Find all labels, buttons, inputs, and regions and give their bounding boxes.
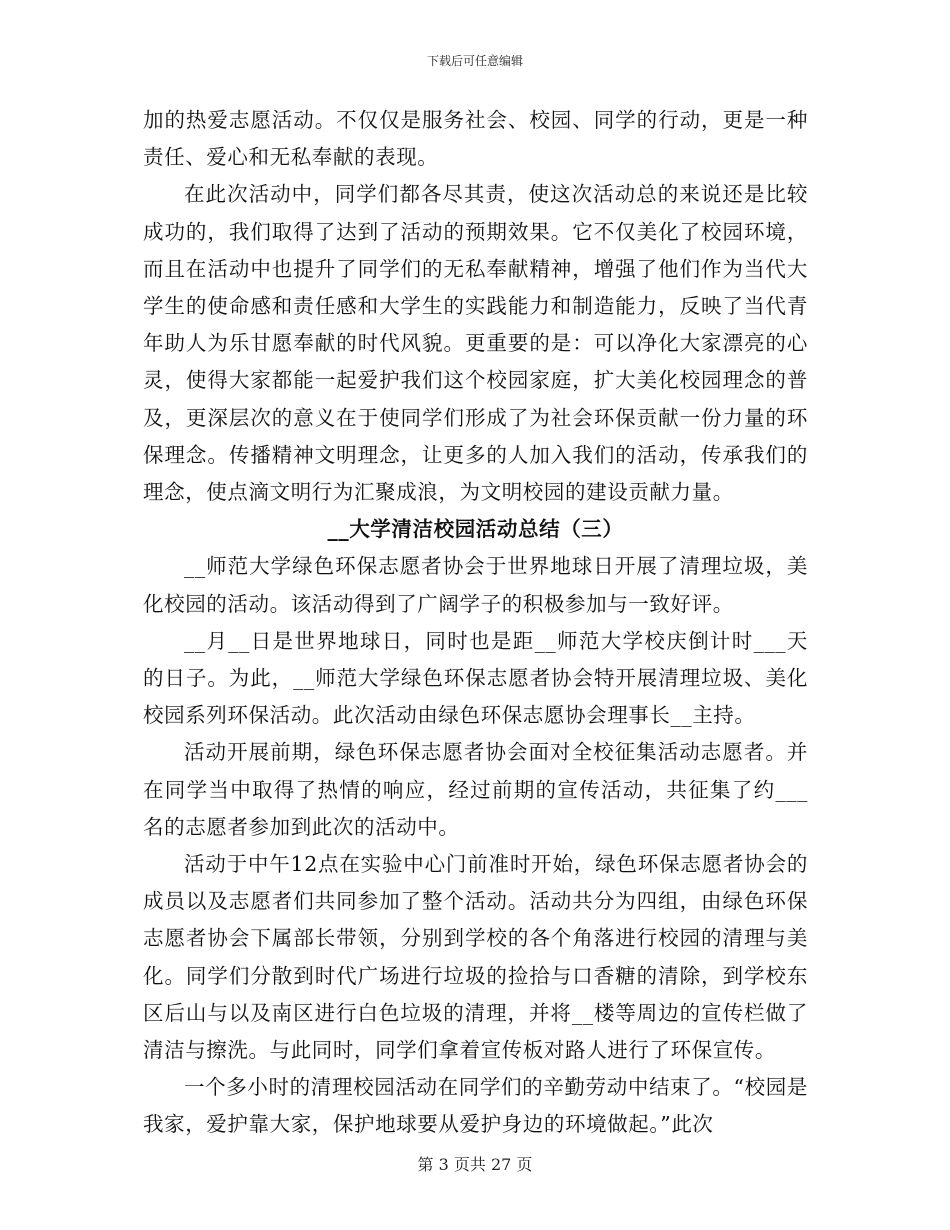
paragraph-recruitment: 活动开展前期，绿色环保志愿者协会面对全校征集活动志愿者。并在同学当中取得了热情的响应，经过前期的宣传活动，共征集了约___名的志愿者参加到此次的活动中。 [143, 740, 808, 839]
paragraph-conclusion: 一个多小时的清理校园活动在同学们的辛勤劳动中结束了。“校园是我家，爱护靠大家，保护地球要从爱护身边的环境做起。”此次 [143, 1075, 808, 1137]
paragraph-activity-evaluation: 在此次活动中，同学们都各尽其责，使这次活动总的来说还是比较成功的，我们取得了达到了活动的预期效果。它不仅美化了校园环境，而且在活动中也提升了同学们的无私奉献精神，增强了他们作为当代大学生的使命感和责任感和大学生的实践能力和制造能力，反映了当代青年助人为乐甘愿奉献的时代风貌。更重要的是：可以净化大家漂亮的心灵，使得大家都能一起爱护我们这个校园家庭，扩大美化校园理念的普及，更深层次的意义在于使同学们形成了为社会环保贡献一份力量的环保理念。传播精神文明理念，让更多的人加入我们的活动，传承我们的理念，使点滴文明行为汇聚成浪，为文明校园的建设贡献力量。 [143, 182, 808, 505]
page-footer: 第 3 页共 27 页 [417, 1155, 533, 1174]
page-header: 下载后可任意编辑 [426, 54, 523, 68]
paragraph-continuation: 加的热爱志愿活动。不仅仅是服务社会、校园、同学的行动，更是一种责任、爱心和无私奉献的表现。 [143, 108, 808, 170]
paragraph-activity-process: 活动于中午12点在实验中心门前准时开始，绿色环保志愿者协会的成员以及志愿者们共同参加了整个活动。活动共分为四组，由绿色环保志愿者协会下属部长带领，分别到学校的各个角落进行校园的清理与美化。同学们分散到时代广场进行垃圾的捡拾与口香糖的清除，到学校东区后山与以及南区进行白色垃圾的清理，并将__楼等周边的宣传栏做了清洁与擦洗。与此同时，同学们拿着宣传板对路人进行了环保宣传。 [143, 852, 808, 1063]
paragraph-earth-day: __月__日是世界地球日，同时也是距__师范大学校庆倒计时___天的日子。为此，__师范大学绿色环保志愿者协会特开展清理垃圾、美化校园系列环保活动。此次活动由绿色环保志愿协会理事长__主持。 [143, 628, 808, 728]
section-title: __大学清洁校园活动总结（三） [327, 517, 624, 542]
document-body [143, 102, 808, 1144]
paragraph-intro: __师范大学绿色环保志愿者协会于世界地球日开展了清理垃圾，美化校园的活动。该活动得到了广阔学子的积极参加与一致好评。 [143, 554, 808, 616]
